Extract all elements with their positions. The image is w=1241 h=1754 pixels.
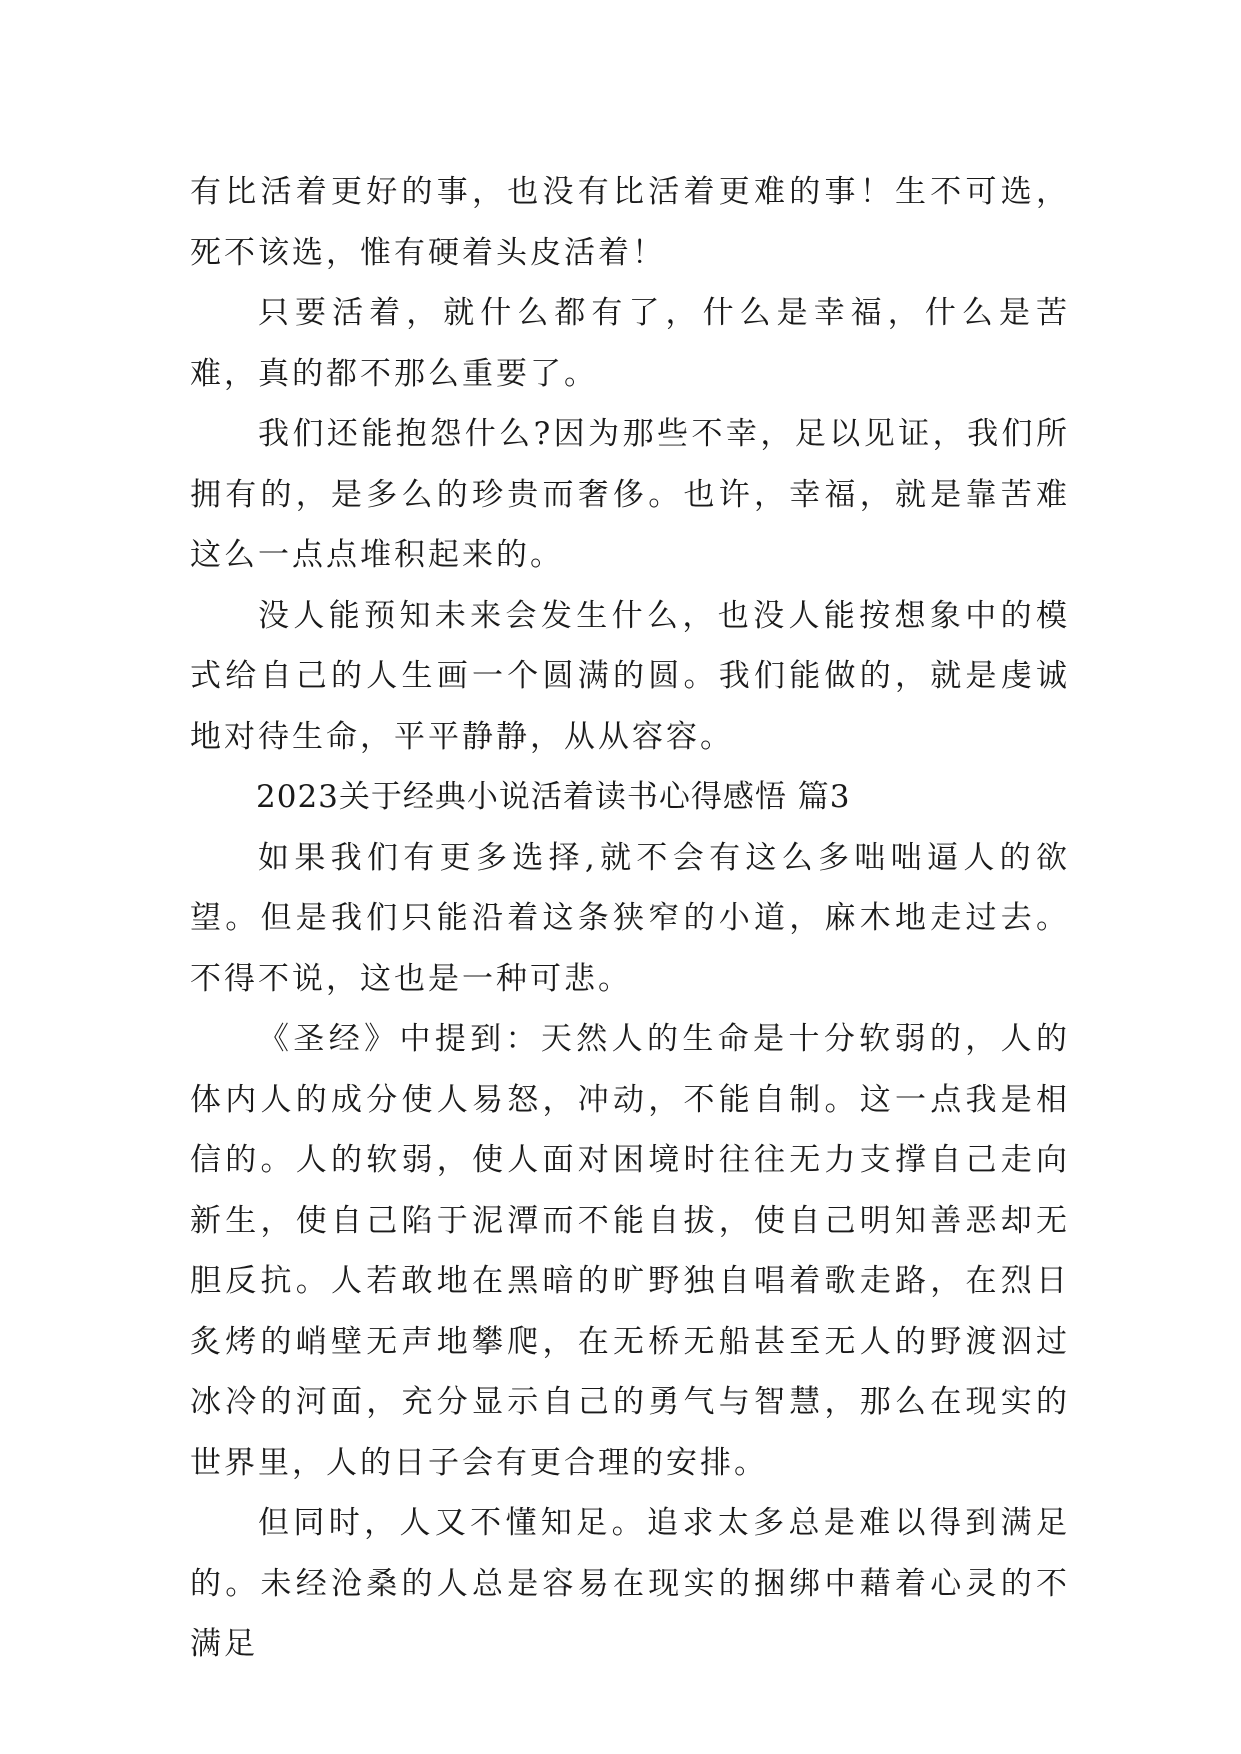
paragraph-6: 如果我们有更多选择,就不会有这么多咄咄逼人的欲望。但是我们只能沿着这条狭窄的小道，麻木地走过去。不得不说，这也是一种可悲。 [190,839,1070,997]
paragraph-7: 《圣经》中提到：天然人的生命是十分软弱的，人的体内人的成分使人易怒，冲动，不能自制。这一点我是相信的。人的软弱，使人面对困境时往往无力支撑自己走向新生，使自己陷于泥潭而不能自拔，使自己明知善恶却无胆反抗。人若敢地在黑暗的旷野独自唱着歌走路，在烈日炙烤的峭壁无声地攀爬，在无桥无船甚至无人的野渡泅过冰冷的河面，充分显示自己的勇气与智慧，那么在现实的世界里，人的日子会有更合理的安排。 [190,1021,1070,1481]
paragraph-8: 但同时，人又不懂知足。追求太多总是难以得到满足的。未经沧桑的人总是容易在现实的捆绑中藉着心灵的不满足 [190,1505,1070,1662]
paragraph-4: 没人能预知未来会发生什么，也没人能按想象中的模式给自己的人生画一个圆满的圆。我们能做的，就是虔诚地对待生命，平平静静，从从容容。 [190,597,1070,755]
paragraph-3: 我们还能抱怨什么?因为那些不幸，足以见证，我们所拥有的，是多么的珍贵而奢侈。也许，幸福，就是靠苦难这么一点点堆积起来的。 [190,416,1070,573]
paragraph-2: 只要活着，就什么都有了，什么是幸福，什么是苦难，真的都不那么重要了。 [190,295,1070,392]
section-heading: 2023关于经典小说活着读书心得感悟 篇3 [256,779,851,815]
document-body [190,162,1070,1675]
paragraph-1: 有比活着更好的事，也没有比活着更难的事！生不可选，死不该选，惟有硬着头皮活着！ [190,174,1070,271]
